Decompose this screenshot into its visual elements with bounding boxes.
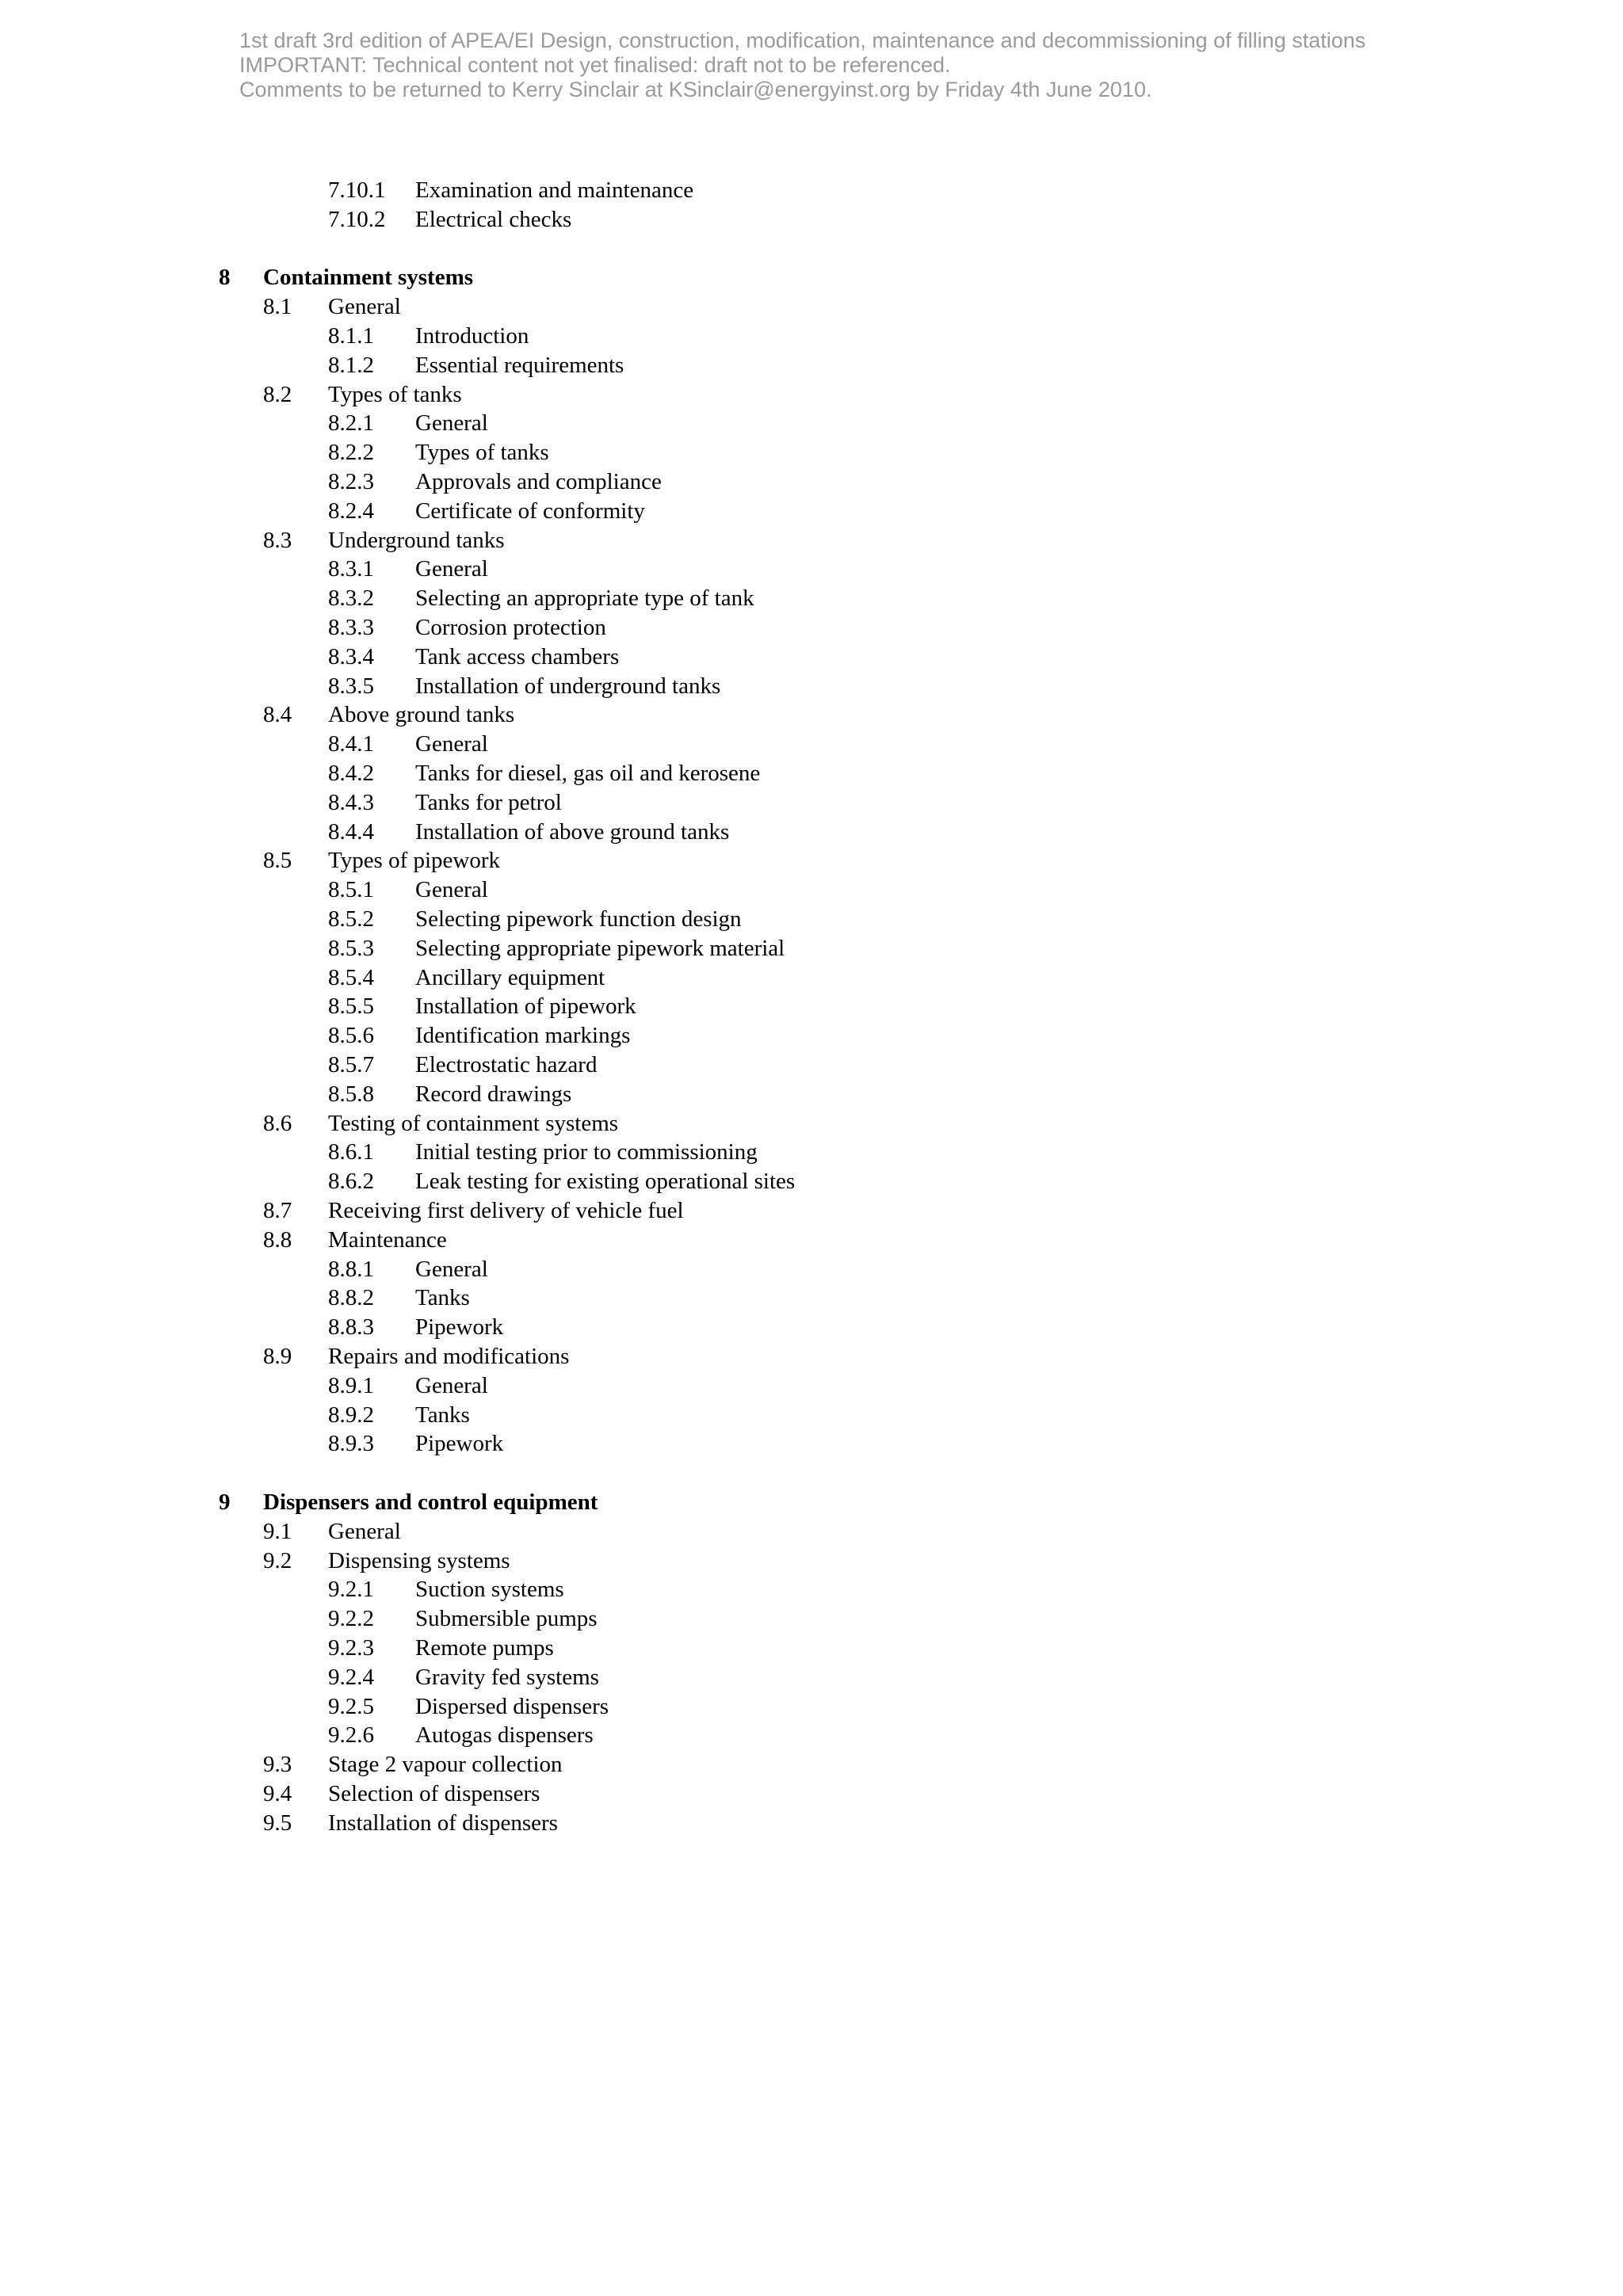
toc-entry-title: General xyxy=(415,877,488,903)
toc-entry-number: 8.5.6 xyxy=(328,1023,374,1049)
toc-entry-title: Electrical checks xyxy=(415,206,572,232)
toc-entry-title: Record drawings xyxy=(415,1081,572,1107)
toc-entry-number: 8.5.8 xyxy=(328,1081,374,1107)
toc-entry-title: Tanks for diesel, gas oil and kerosene xyxy=(415,761,761,786)
toc-entry-title: Identification markings xyxy=(415,1023,631,1049)
toc-entry-number: 8.5.1 xyxy=(328,877,374,903)
toc-entry-title: Corrosion protection xyxy=(415,615,606,640)
toc-entry-title: Examination and maintenance xyxy=(415,177,694,203)
toc-entry-title: Above ground tanks xyxy=(328,702,515,728)
toc-entry-title: Tank access chambers xyxy=(415,643,620,669)
toc-entry-title: Submersible pumps xyxy=(415,1606,598,1632)
toc-entry-number: 8.3.2 xyxy=(328,585,374,612)
toc-entry-title: Tanks xyxy=(415,1285,470,1311)
toc-entry-title: Tanks xyxy=(415,1402,470,1428)
toc-entry-number: 8.5.3 xyxy=(328,935,374,961)
toc-entry-number: 8.4.2 xyxy=(328,761,374,786)
toc-entry-title: General xyxy=(415,410,488,437)
toc-entry-number: 8.3.3 xyxy=(328,615,374,640)
toc-entry-title: Essential requirements xyxy=(415,352,624,378)
toc-entry-title: General xyxy=(415,1372,488,1398)
toc-entry-title: Installation of dispensers xyxy=(328,1810,558,1836)
toc-entry-title: Selection of dispensers xyxy=(328,1781,540,1806)
toc-entry-title: Certificate of conformity xyxy=(415,498,645,524)
toc-entry-number: 8.8 xyxy=(263,1226,292,1253)
toc-entry-number: 8.2.3 xyxy=(328,469,374,494)
toc-entry-title: Tanks for petrol xyxy=(415,789,562,815)
toc-entry-number: 8.9.1 xyxy=(328,1372,374,1398)
toc-entry-title: Initial testing prior to commissioning xyxy=(415,1139,758,1165)
toc-entry-title: Selecting appropriate pipework material xyxy=(415,935,785,961)
toc-entry-number: 9.2.6 xyxy=(328,1722,374,1749)
toc-entry-number: 9.2.3 xyxy=(328,1635,374,1661)
toc-entry-title: Types of pipework xyxy=(328,848,501,874)
toc-entry-number: 8.4.1 xyxy=(328,731,374,757)
toc-entry-title: Dispensing systems xyxy=(328,1547,510,1573)
draft-title-line: 1st draft 3rd edition of APEA/EI Design, construction, modification, maintenance and decommissioning of filling stations xyxy=(239,29,1366,52)
toc-entry-title: Stage 2 vapour collection xyxy=(328,1752,563,1778)
toc-entry-number: 8.9.2 xyxy=(328,1402,374,1428)
toc-entry-number: 8.3 xyxy=(263,527,292,553)
toc-entry-number: 8.3.4 xyxy=(328,643,374,669)
toc-entry-title: Installation of above ground tanks xyxy=(415,818,730,845)
draft-notice-header xyxy=(239,29,1365,102)
toc-entry-number: 8.5.4 xyxy=(328,964,374,990)
toc-entry-number: 8.5.2 xyxy=(328,906,374,932)
toc-entry-number: 8.9.3 xyxy=(328,1431,374,1457)
toc-entry-title: Types of tanks xyxy=(328,381,462,407)
toc-entry-number: 9.2.1 xyxy=(328,1577,374,1603)
toc-entry-title: Underground tanks xyxy=(328,527,505,553)
toc-entry-title: General xyxy=(328,1518,401,1544)
toc-entry-title: Installation of underground tanks xyxy=(415,673,721,699)
toc-entry-number: 9.4 xyxy=(263,1781,292,1806)
toc-entry-title: Containment systems xyxy=(263,265,474,291)
toc-entry-title: Electrostatic hazard xyxy=(415,1052,598,1077)
toc-entry-title: General xyxy=(328,294,401,320)
toc-entry-number: 9 xyxy=(219,1489,231,1515)
toc-entry-number: 8.2.1 xyxy=(328,410,374,437)
toc-entry-number: 7.10.2 xyxy=(328,206,386,232)
toc-entry-number: 8 xyxy=(219,265,231,291)
toc-entry-title: General xyxy=(415,1256,488,1282)
toc-entry-number: 9.1 xyxy=(263,1518,292,1544)
toc-entry-number: 8.1.1 xyxy=(328,323,374,349)
toc-entry-title: Selecting pipework function design xyxy=(415,906,742,932)
draft-comments-line: Comments to be returned to Kerry Sinclair at KSinclair@energyinst.org by Friday 4th June 2010. xyxy=(239,78,1152,101)
toc-entry-number: 8.3.5 xyxy=(328,673,374,699)
toc-entry-title: Installation of pipework xyxy=(415,994,636,1020)
toc-entry-title: Ancillary equipment xyxy=(415,964,605,990)
toc-entry-title: General xyxy=(415,556,488,582)
toc-entry-title: Remote pumps xyxy=(415,1635,554,1661)
toc-entry-number: 9.5 xyxy=(263,1810,292,1836)
toc-entry-title: Receiving first delivery of vehicle fuel xyxy=(328,1198,684,1223)
toc-entry-title: Dispensers and control equipment xyxy=(263,1489,598,1515)
toc-entry-title: Introduction xyxy=(415,323,529,349)
toc-entry-number: 8.6.1 xyxy=(328,1139,374,1165)
toc-entry-title: Pipework xyxy=(415,1314,504,1341)
toc-entry-number: 8.6 xyxy=(263,1110,292,1136)
toc-entry-number: 9.2.2 xyxy=(328,1606,374,1632)
toc-entry-number: 8.9 xyxy=(263,1344,292,1369)
toc-entry-number: 8.1 xyxy=(263,294,292,320)
toc-entry-title: Autogas dispensers xyxy=(415,1722,594,1749)
toc-entry-title: Selecting an appropriate type of tank xyxy=(415,585,754,612)
toc-entry-number: 8.8.2 xyxy=(328,1285,374,1311)
toc-entry-number: 8.8.1 xyxy=(328,1256,374,1282)
toc-entry-number: 8.5.7 xyxy=(328,1052,374,1077)
toc-entry-title: Gravity fed systems xyxy=(415,1664,599,1690)
toc-entry-number: 8.4.3 xyxy=(328,789,374,815)
toc-entry-title: Suction systems xyxy=(415,1577,564,1603)
toc-entry-number: 9.2 xyxy=(263,1547,292,1573)
toc-entry-number: 8.5.5 xyxy=(328,994,374,1020)
toc-entry-number: 8.4.4 xyxy=(328,818,374,845)
toc-entry-title: Types of tanks xyxy=(415,440,549,466)
toc-entry-title: Pipework xyxy=(415,1431,504,1457)
toc-entry-number: 9.2.5 xyxy=(328,1693,374,1719)
toc-entry-title: Testing of containment systems xyxy=(328,1110,619,1136)
toc-entry-title: Dispersed dispensers xyxy=(415,1693,609,1719)
toc-entry-number: 8.2.4 xyxy=(328,498,374,524)
toc-entry-title: Approvals and compliance xyxy=(415,469,662,494)
toc-entry-number: 8.2.2 xyxy=(328,440,374,466)
toc-entry-number: 8.1.2 xyxy=(328,352,374,378)
draft-warning-line: IMPORTANT: Technical content not yet finalised: draft not to be referenced. xyxy=(239,53,951,77)
toc-entry-title: Repairs and modifications xyxy=(328,1344,570,1369)
toc-entry-number: 9.3 xyxy=(263,1752,292,1778)
toc-entry-number: 7.10.1 xyxy=(328,177,386,203)
toc-entry-number: 8.7 xyxy=(263,1198,292,1223)
toc-entry-number: 8.3.1 xyxy=(328,556,374,582)
toc-entry-number: 8.6.2 xyxy=(328,1169,374,1195)
toc-entry-number: 8.5 xyxy=(263,848,292,874)
toc-entry-number: 8.2 xyxy=(263,381,292,407)
toc-entry-title: Leak testing for existing operational sites xyxy=(415,1169,796,1195)
toc-entry-title: Maintenance xyxy=(328,1226,447,1253)
toc-entry-number: 8.4 xyxy=(263,702,292,728)
toc-entry-number: 9.2.4 xyxy=(328,1664,374,1690)
toc-entry-number: 8.8.3 xyxy=(328,1314,374,1341)
toc-entry-title: General xyxy=(415,731,488,757)
